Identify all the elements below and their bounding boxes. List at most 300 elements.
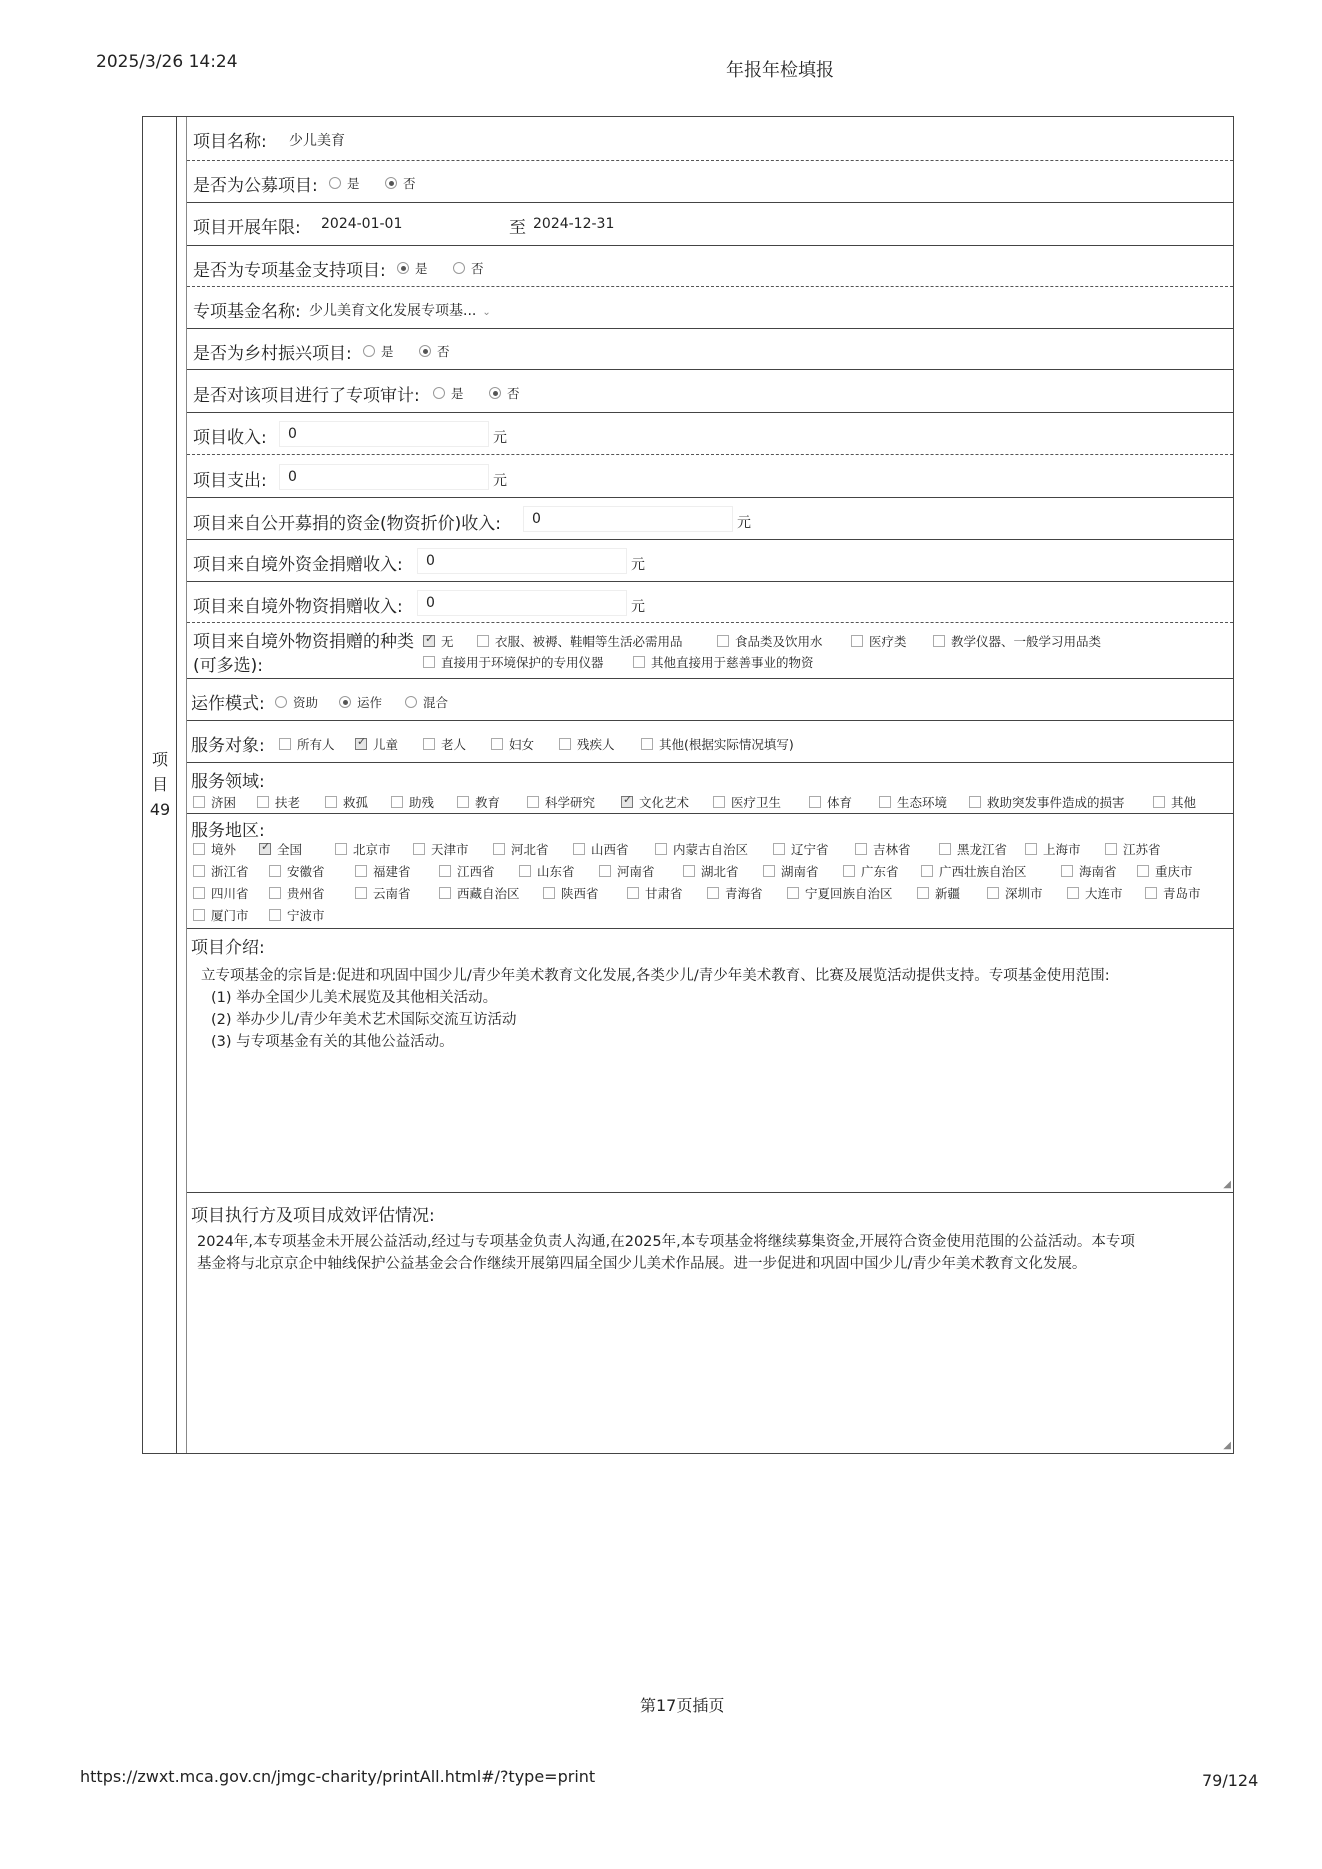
row-income — [187, 413, 1233, 455]
checkbox-icon[interactable] — [279, 738, 291, 750]
operation-option-operate[interactable] — [339, 693, 382, 711]
option-label: 贵州省 — [287, 886, 325, 901]
region-option[interactable] — [543, 884, 599, 902]
region-option[interactable] — [921, 862, 1027, 880]
checkbox-icon[interactable] — [355, 887, 367, 899]
public-donation-income-input[interactable]: 0 — [523, 506, 733, 532]
region-option[interactable] — [259, 840, 302, 858]
checkbox-icon[interactable] — [1153, 796, 1165, 808]
option-label: 救助突发事件造成的损害 — [987, 795, 1125, 810]
overseas-goods-income-unit: 元 — [631, 599, 645, 615]
option-label: 河南省 — [617, 864, 655, 879]
goods-type-clothing[interactable] — [477, 632, 683, 650]
region-option[interactable] — [269, 906, 325, 924]
target-women[interactable] — [491, 735, 534, 753]
region-option[interactable] — [269, 862, 325, 880]
option-label: 老人 — [441, 737, 467, 752]
target-children[interactable] — [355, 735, 398, 753]
option-label: 山西省 — [591, 842, 629, 857]
option-label: 其他直接用于慈善事业的物资 — [651, 655, 814, 670]
option-label: 内蒙古自治区 — [673, 842, 749, 857]
evaluation-line: 基金将与北京京企中轴线保护公益基金会合作继续开展第四届全国少儿美术作品展。进一步促进和巩固中国少儿/青少年美术教育文化发展。 — [197, 1256, 1087, 1272]
region-option[interactable] — [855, 840, 911, 858]
checkbox-icon[interactable] — [627, 887, 639, 899]
side-label — [149, 747, 171, 822]
project-intro-text[interactable] — [201, 965, 1231, 1053]
public-donation-income-unit: 元 — [737, 515, 751, 531]
service-region-label: 服务地区: — [191, 821, 265, 841]
option-label: 医疗类 — [869, 634, 907, 649]
region-option[interactable] — [763, 862, 819, 880]
checkbox-icon[interactable] — [921, 865, 933, 877]
option-label: 浙江省 — [211, 864, 249, 879]
option-label: 北京市 — [353, 842, 391, 857]
region-option[interactable] — [413, 840, 469, 858]
row-operation-mode — [187, 679, 1233, 721]
field-sports[interactable] — [809, 793, 852, 811]
option-label: 山东省 — [537, 864, 575, 879]
field-disabled[interactable] — [391, 793, 434, 811]
project-form — [142, 116, 1234, 1454]
special-fund-name-select[interactable] — [309, 300, 491, 320]
period-start[interactable]: 2024-01-01 — [321, 216, 403, 232]
region-option[interactable] — [193, 862, 249, 880]
region-option[interactable] — [707, 884, 763, 902]
side-label-char: 项 — [151, 750, 168, 769]
option-label: 新疆 — [935, 886, 961, 901]
region-option[interactable] — [1145, 884, 1201, 902]
intro-line: (1) 举办全国少儿美术展览及其他相关活动。 — [211, 990, 498, 1006]
row-project-name — [187, 117, 1233, 161]
checkbox-icon[interactable] — [599, 865, 611, 877]
option-label: 运作 — [357, 695, 383, 710]
option-label: 衣服、被褥、鞋帽等生活必需用品 — [495, 634, 683, 649]
option-label: 湖南省 — [781, 864, 819, 879]
checkbox-icon[interactable] — [969, 796, 981, 808]
audit-option-no[interactable] — [489, 384, 520, 402]
region-option[interactable] — [843, 862, 899, 880]
checkbox-icon[interactable] — [457, 796, 469, 808]
special-fund-name-label: 专项基金名称: — [193, 302, 301, 322]
overseas-goods-types-label-line2: (可多选): — [193, 656, 263, 676]
region-option[interactable] — [355, 862, 411, 880]
region-option[interactable] — [573, 840, 629, 858]
expense-label: 项目支出: — [193, 471, 267, 491]
option-label: 西藏自治区 — [457, 886, 520, 901]
checkbox-icon[interactable] — [193, 887, 205, 899]
option-label: 济困 — [211, 795, 237, 810]
side-column — [143, 117, 177, 1453]
option-label: 文化艺术 — [639, 795, 690, 810]
checkbox-icon[interactable] — [543, 887, 555, 899]
radio-selected-icon[interactable] — [397, 262, 409, 274]
audit-option-yes[interactable] — [433, 384, 464, 402]
period-end[interactable]: 2024-12-31 — [533, 216, 615, 232]
option-label: 江西省 — [457, 864, 495, 879]
checkbox-icon[interactable] — [519, 865, 531, 877]
checkbox-icon[interactable] — [325, 796, 337, 808]
option-label: 青岛市 — [1163, 886, 1201, 901]
row-special-fund-name — [187, 287, 1233, 329]
option-label: 宁波市 — [287, 908, 325, 923]
region-option[interactable] — [269, 884, 325, 902]
region-option[interactable] — [439, 862, 495, 880]
radio-icon[interactable] — [329, 177, 341, 189]
option-label: 大连市 — [1085, 886, 1123, 901]
checkbox-icon[interactable] — [855, 843, 867, 855]
region-option[interactable] — [439, 884, 520, 902]
side-label-char: 目 — [151, 775, 168, 794]
option-label: 吉林省 — [873, 842, 911, 857]
field-culture-art[interactable] — [621, 793, 689, 811]
target-other[interactable] — [641, 735, 794, 753]
field-education[interactable] — [457, 793, 500, 811]
radio-selected-icon[interactable] — [339, 696, 351, 708]
income-unit: 元 — [493, 430, 507, 446]
option-label: 深圳市 — [1005, 886, 1043, 901]
radio-icon[interactable] — [405, 696, 417, 708]
region-option[interactable] — [355, 884, 411, 902]
checkbox-icon[interactable] — [641, 738, 653, 750]
option-label: 厦门市 — [211, 908, 249, 923]
option-label: 否 — [403, 176, 416, 191]
checkbox-icon[interactable] — [809, 796, 821, 808]
region-option[interactable] — [773, 840, 829, 858]
option-label: 否 — [471, 261, 484, 276]
target-elderly[interactable] — [423, 735, 466, 753]
region-option[interactable] — [787, 884, 893, 902]
radio-selected-icon[interactable] — [385, 177, 397, 189]
project-name-label: 项目名称: — [193, 132, 267, 152]
row-period — [187, 203, 1233, 246]
option-label: 是 — [381, 344, 394, 359]
page-url: https://zwxt.mca.gov.cn/jmgc-charity/printAll.html#/?type=print — [80, 1767, 596, 1786]
option-label: 广西壮族自治区 — [939, 864, 1027, 879]
checkbox-icon[interactable] — [851, 635, 863, 647]
overseas-fund-income-unit: 元 — [631, 557, 645, 573]
intro-line: (2) 举办少儿/青少年美术艺术国际交流互访活动 — [211, 1012, 517, 1028]
rural-revitalization-label: 是否为乡村振兴项目: — [193, 344, 352, 364]
option-label: 助残 — [409, 795, 435, 810]
region-option[interactable] — [1105, 840, 1161, 858]
overseas-goods-types-label-line1: 项目来自境外物资捐赠的种类 — [193, 632, 414, 652]
radio-icon[interactable] — [433, 387, 445, 399]
option-label: 是 — [451, 386, 464, 401]
checkbox-icon[interactable] — [269, 887, 281, 899]
option-label: 残疾人 — [577, 737, 615, 752]
overseas-goods-income-input[interactable]: 0 — [417, 590, 627, 616]
checkbox-icon[interactable] — [269, 865, 281, 877]
row-service-region — [187, 814, 1233, 929]
resize-grip-icon[interactable]: ◢ — [1223, 1440, 1231, 1451]
radio-selected-icon[interactable] — [489, 387, 501, 399]
row-special-fund-support — [187, 246, 1233, 287]
goods-type-other[interactable] — [633, 653, 814, 671]
expense-input[interactable]: 0 — [279, 464, 489, 490]
checkbox-icon[interactable] — [491, 738, 503, 750]
region-option[interactable] — [1025, 840, 1081, 858]
option-label: 天津市 — [431, 842, 469, 857]
checkbox-icon[interactable] — [713, 796, 725, 808]
checkbox-icon[interactable] — [683, 865, 695, 877]
checkbox-checked-icon[interactable] — [355, 738, 367, 750]
option-label: 广东省 — [861, 864, 899, 879]
option-label: 湖北省 — [701, 864, 739, 879]
region-option[interactable] — [1137, 862, 1193, 880]
checkbox-icon[interactable] — [1145, 887, 1157, 899]
overseas-goods-income-label: 项目来自境外物资捐赠收入: — [193, 597, 403, 617]
evaluation-text[interactable] — [197, 1231, 1227, 1275]
field-emergency[interactable] — [969, 793, 1125, 811]
region-option[interactable] — [683, 862, 739, 880]
option-label: 甘肃省 — [645, 886, 683, 901]
intro-line: 立专项基金的宗旨是:促进和巩固中国少儿/青少年美术教育文化发展,各类少儿/青少年美术教育、比赛及展览活动提供支持。专项基金使用范围: — [201, 968, 1110, 984]
checkbox-icon[interactable] — [1025, 843, 1037, 855]
region-option[interactable] — [655, 840, 748, 858]
evaluation-label: 项目执行方及项目成效评估情况: — [191, 1206, 435, 1226]
field-science[interactable] — [527, 793, 595, 811]
checkbox-icon[interactable] — [193, 865, 205, 877]
checkbox-icon[interactable] — [493, 843, 505, 855]
option-label: 云南省 — [373, 886, 411, 901]
region-option[interactable] — [519, 862, 575, 880]
checkbox-icon[interactable] — [1067, 887, 1079, 899]
page-datetime: 2025/3/26 14:24 — [96, 52, 238, 72]
public-donation-income-label: 项目来自公开募捐的资金(物资折价)收入: — [193, 514, 501, 534]
option-label: 辽宁省 — [791, 842, 829, 857]
checkbox-icon[interactable] — [879, 796, 891, 808]
row-overseas-goods-types — [187, 623, 1233, 679]
checkbox-icon[interactable] — [559, 738, 571, 750]
row-special-audit — [187, 370, 1233, 413]
checkbox-icon[interactable] — [655, 843, 667, 855]
checkbox-icon[interactable] — [439, 887, 451, 899]
region-option[interactable] — [1061, 862, 1117, 880]
radio-selected-icon[interactable] — [419, 345, 431, 357]
goods-type-environment[interactable] — [423, 653, 604, 671]
income-label: 项目收入: — [193, 428, 267, 448]
region-option[interactable] — [599, 862, 655, 880]
checkbox-icon[interactable] — [477, 635, 489, 647]
option-label: 科学研究 — [545, 795, 596, 810]
target-disabled[interactable] — [559, 735, 615, 753]
option-label: 教学仪器、一般学习用品类 — [951, 634, 1102, 649]
checkbox-icon[interactable] — [1105, 843, 1117, 855]
project-intro-label: 项目介绍: — [191, 938, 265, 958]
special-fund-support-label: 是否为专项基金支持项目: — [193, 261, 386, 281]
evaluation-line: 2024年,本专项基金未开展公益活动,经过与专项基金负责人沟通,在2025年,本专项基金将继续募集资金,开展符合资金使用范围的公益活动。本专项 — [197, 1234, 1135, 1250]
side-column-inner — [177, 117, 187, 1453]
checkbox-checked-icon[interactable] — [621, 796, 633, 808]
option-label: 黑龙江省 — [957, 842, 1008, 857]
option-label: 其他(根据实际情况填写) — [659, 737, 794, 752]
page-count: 79/124 — [1202, 1771, 1259, 1790]
checkbox-icon[interactable] — [573, 843, 585, 855]
chevron-down-icon[interactable]: ⌄ — [482, 307, 491, 318]
checkbox-icon[interactable] — [939, 843, 951, 855]
option-label: 扶老 — [275, 795, 301, 810]
operation-option-funding[interactable] — [275, 693, 318, 711]
option-label: 河北省 — [511, 842, 549, 857]
checkbox-icon[interactable] — [707, 887, 719, 899]
option-label: 海南省 — [1079, 864, 1117, 879]
operation-option-mixed[interactable] — [405, 693, 448, 711]
option-label: 是 — [415, 261, 428, 276]
option-label: 全国 — [277, 842, 303, 857]
option-label: 资助 — [293, 695, 319, 710]
checkbox-icon[interactable] — [1061, 865, 1073, 877]
row-evaluation[interactable] — [187, 1193, 1233, 1453]
checkbox-icon[interactable] — [335, 843, 347, 855]
period-label: 项目开展年限: — [193, 218, 301, 238]
region-option[interactable] — [335, 840, 391, 858]
option-label: 陕西省 — [561, 886, 599, 901]
overseas-fund-income-label: 项目来自境外资金捐赠收入: — [193, 555, 403, 575]
option-label: 直接用于环境保护的专用仪器 — [441, 655, 604, 670]
checkbox-icon[interactable] — [391, 796, 403, 808]
radio-icon[interactable] — [453, 262, 465, 274]
checkbox-icon[interactable] — [355, 865, 367, 877]
goods-type-food[interactable] — [717, 632, 823, 650]
project-name-value: 少儿美育 — [289, 133, 345, 149]
checkbox-icon[interactable] — [269, 909, 281, 921]
checkbox-icon[interactable] — [423, 738, 435, 750]
checkbox-checked-icon[interactable] — [423, 635, 435, 647]
operation-mode-label: 运作模式: — [191, 694, 265, 714]
option-label: 食品类及饮用水 — [735, 634, 823, 649]
option-label: 所有人 — [297, 737, 335, 752]
option-label: 其他 — [1171, 795, 1197, 810]
checkbox-icon[interactable] — [987, 887, 999, 899]
region-option[interactable] — [493, 840, 549, 858]
special-fund-support-option-yes[interactable] — [397, 259, 428, 277]
intro-line: (3) 与专项基金有关的其他公益活动。 — [211, 1034, 454, 1050]
row-service-target — [187, 721, 1233, 763]
option-label: 否 — [437, 344, 450, 359]
checkbox-icon[interactable] — [257, 796, 269, 808]
region-option[interactable] — [193, 884, 249, 902]
radio-icon[interactable] — [363, 345, 375, 357]
period-separator: 至 — [509, 218, 526, 238]
option-label: 混合 — [423, 695, 449, 710]
target-all[interactable] — [279, 735, 335, 753]
checkbox-icon[interactable] — [763, 865, 775, 877]
field-relief[interactable] — [193, 793, 236, 811]
public-fundraising-option-no[interactable] — [385, 174, 416, 192]
checkbox-icon[interactable] — [413, 843, 425, 855]
region-option[interactable] — [193, 906, 249, 924]
option-label: 无 — [441, 634, 454, 649]
rural-option-yes[interactable] — [363, 342, 394, 360]
region-option[interactable] — [193, 840, 236, 858]
goods-type-medical[interactable] — [851, 632, 907, 650]
option-label: 江苏省 — [1123, 842, 1161, 857]
checkbox-icon[interactable] — [423, 656, 435, 668]
public-fundraising-label: 是否为公募项目: — [193, 176, 318, 196]
option-label: 妇女 — [509, 737, 535, 752]
option-label: 生态环境 — [897, 795, 948, 810]
checkbox-icon[interactable] — [773, 843, 785, 855]
special-fund-support-option-no[interactable] — [453, 259, 484, 277]
option-label: 宁夏回族自治区 — [805, 886, 893, 901]
row-overseas-fund-income — [187, 540, 1233, 582]
field-ecology[interactable] — [879, 793, 947, 811]
special-audit-label: 是否对该项目进行了专项审计: — [193, 386, 420, 406]
checkbox-icon[interactable] — [787, 887, 799, 899]
income-input[interactable]: 0 — [279, 421, 489, 447]
checkbox-icon[interactable] — [633, 656, 645, 668]
checkbox-icon[interactable] — [439, 865, 451, 877]
region-option[interactable] — [917, 884, 960, 902]
row-public-donation-income — [187, 498, 1233, 540]
row-overseas-goods-income — [187, 582, 1233, 623]
row-rural-revitalization — [187, 329, 1233, 370]
option-label: 否 — [507, 386, 520, 401]
public-fundraising-option-yes[interactable] — [329, 174, 360, 192]
checkbox-icon[interactable] — [193, 796, 205, 808]
row-public-fundraising — [187, 161, 1233, 203]
rural-option-no[interactable] — [419, 342, 450, 360]
checkbox-icon[interactable] — [1137, 865, 1149, 877]
region-option[interactable] — [1067, 884, 1123, 902]
resize-grip-icon[interactable]: ◢ — [1223, 1179, 1231, 1190]
option-label: 安徽省 — [287, 864, 325, 879]
option-label: 医疗卫生 — [731, 795, 782, 810]
region-option[interactable] — [627, 884, 683, 902]
checkbox-icon[interactable] — [917, 887, 929, 899]
field-other[interactable] — [1153, 793, 1196, 811]
option-label: 福建省 — [373, 864, 411, 879]
special-fund-name-value: 少儿美育文化发展专项基... — [309, 303, 477, 319]
field-elderly[interactable] — [257, 793, 300, 811]
radio-icon[interactable] — [275, 696, 287, 708]
insert-page-label: 第17页插页 — [640, 1696, 725, 1715]
page-header-title: 年报年检填报 — [726, 60, 834, 81]
overseas-fund-income-input[interactable]: 0 — [417, 548, 627, 574]
row-expense — [187, 455, 1233, 498]
goods-type-teaching[interactable] — [933, 632, 1101, 650]
field-orphans[interactable] — [325, 793, 368, 811]
option-label: 儿童 — [373, 737, 399, 752]
row-service-field — [187, 763, 1233, 814]
checkbox-icon[interactable] — [193, 909, 205, 921]
service-target-label: 服务对象: — [191, 736, 265, 756]
expense-unit: 元 — [493, 473, 507, 489]
checkbox-icon[interactable] — [843, 865, 855, 877]
region-option[interactable] — [987, 884, 1043, 902]
row-project-intro[interactable] — [187, 929, 1233, 1193]
checkbox-icon[interactable] — [193, 843, 205, 855]
option-label: 青海省 — [725, 886, 763, 901]
option-label: 体育 — [827, 795, 853, 810]
service-field-label: 服务领域: — [191, 772, 265, 792]
option-label: 上海市 — [1043, 842, 1081, 857]
option-label: 重庆市 — [1155, 864, 1193, 879]
goods-type-none[interactable] — [423, 632, 454, 650]
checkbox-icon[interactable] — [933, 635, 945, 647]
option-label: 境外 — [211, 842, 237, 857]
checkbox-checked-icon[interactable] — [259, 843, 271, 855]
option-label: 四川省 — [211, 886, 249, 901]
option-label: 是 — [347, 176, 360, 191]
region-option[interactable] — [939, 840, 1007, 858]
option-label: 救孤 — [343, 795, 369, 810]
side-label-char: 49 — [149, 800, 171, 819]
field-medical[interactable] — [713, 793, 781, 811]
checkbox-icon[interactable] — [527, 796, 539, 808]
option-label: 教育 — [475, 795, 501, 810]
checkbox-icon[interactable] — [717, 635, 729, 647]
